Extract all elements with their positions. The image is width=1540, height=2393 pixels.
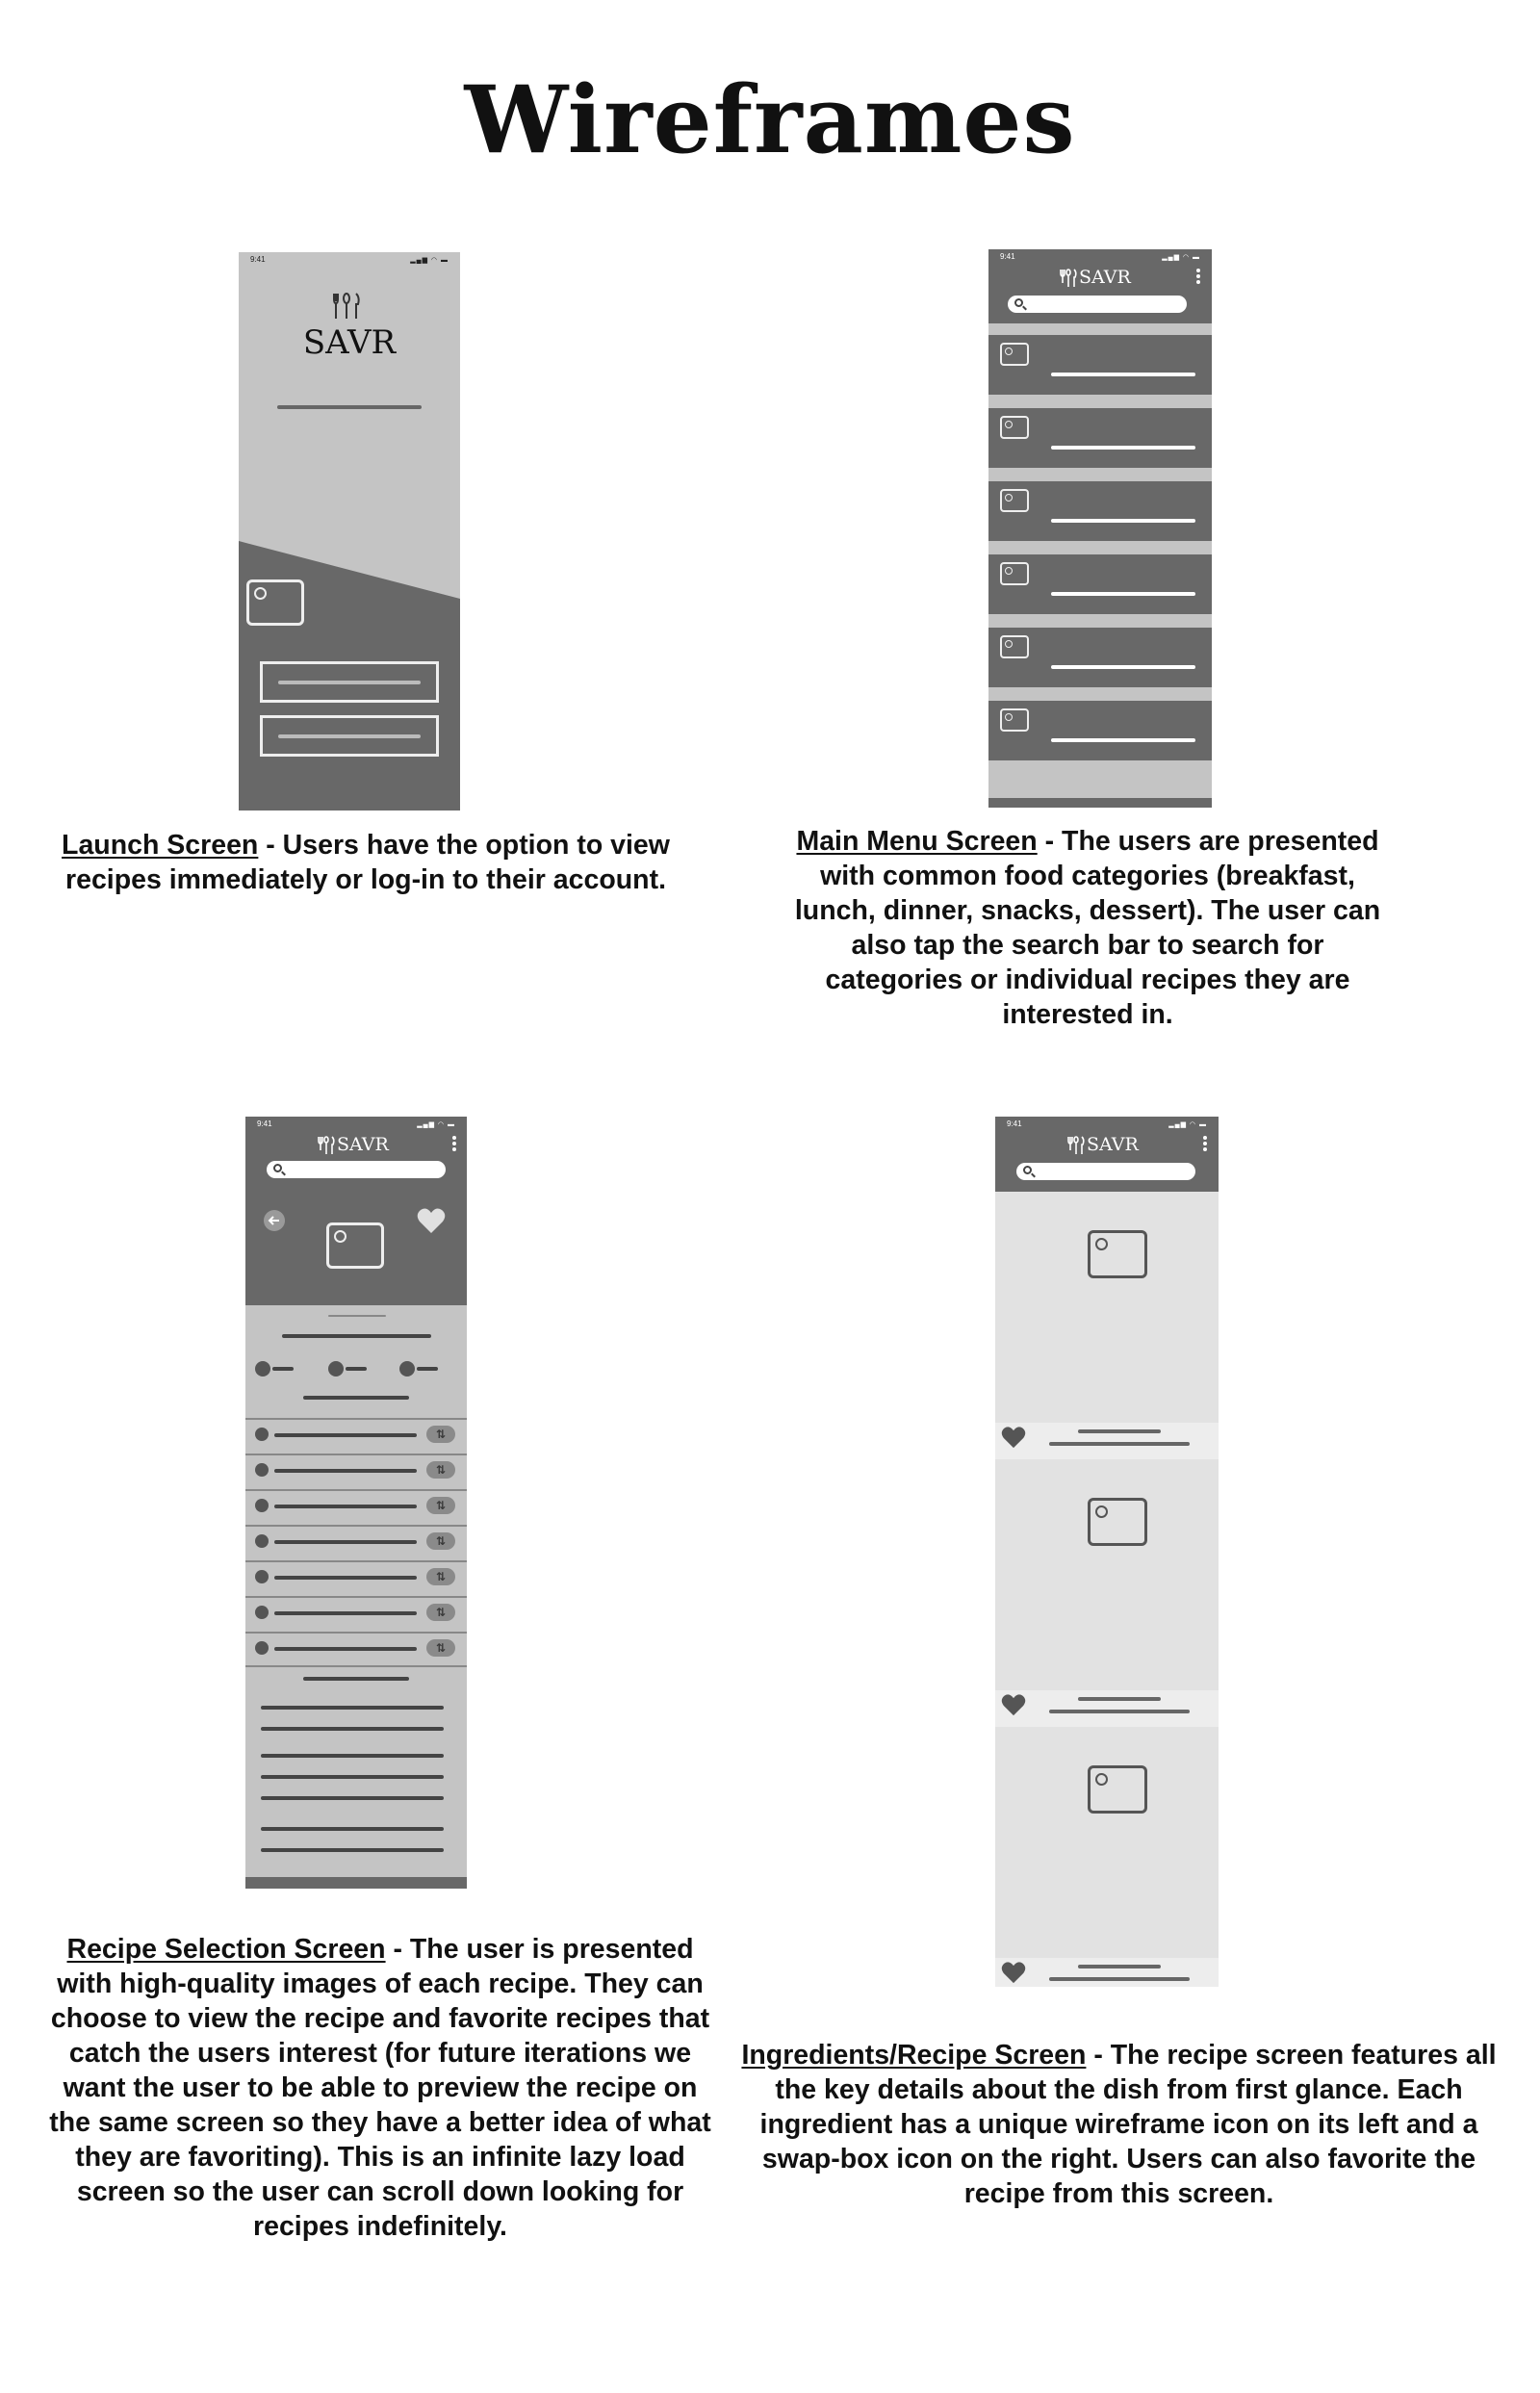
ingredients-caption [741, 2038, 1497, 2211]
recipe-title-line [1078, 1429, 1161, 1433]
caption-body: - The users are presented with common food categories (breakfast, lunch, dinner, snacks, dessert). The user can also tap the search bar to search for categories or individual recipes they are interested in. [794, 826, 1381, 1030]
detail-dot [399, 1361, 415, 1377]
category-item[interactable] [988, 628, 1212, 687]
ingredient-row[interactable] [245, 1560, 467, 1596]
ingredient-line [274, 1433, 417, 1437]
detail-dot [255, 1361, 270, 1377]
ingredient-icon [255, 1428, 269, 1441]
utensils-icon [1067, 1136, 1085, 1155]
image-placeholder-icon [1000, 708, 1029, 732]
app-logo: SAVR [1079, 267, 1131, 288]
heart-icon[interactable] [1001, 1961, 1026, 1984]
ingredient-icon [255, 1534, 269, 1548]
utensils-icon [318, 1136, 335, 1155]
status-time: 9:41 [1007, 1119, 1022, 1128]
category-label-line [1051, 665, 1195, 669]
ingredient-icon [255, 1641, 269, 1655]
search-input[interactable] [267, 1161, 446, 1178]
image-placeholder-icon [1000, 343, 1029, 366]
ingredient-line [274, 1505, 417, 1508]
status-icons: ▂▄▆ ◠ ▬ [410, 257, 449, 264]
bottom-bar [245, 1877, 467, 1889]
swap-icon[interactable]: ⇅ [426, 1497, 455, 1514]
swap-icon[interactable]: ⇅ [426, 1532, 455, 1550]
view-recipes-button[interactable] [260, 661, 439, 703]
ingredient-icon [255, 1570, 269, 1583]
main-menu-caption [789, 824, 1386, 1032]
utensils-icon [332, 293, 361, 320]
status-bar [245, 1117, 467, 1132]
status-icons: ▂▄▆ ◠ ▬ [417, 1121, 455, 1128]
page-title: Wireframes [464, 65, 1076, 174]
heart-icon[interactable] [1001, 1693, 1026, 1716]
directions-line [261, 1848, 444, 1852]
ingredient-line [274, 1611, 417, 1615]
swap-icon[interactable]: ⇅ [426, 1639, 455, 1657]
status-bar [988, 249, 1212, 265]
ingredient-line [274, 1469, 417, 1473]
category-label-line [1051, 592, 1195, 596]
category-item[interactable] [988, 554, 1212, 614]
directions-line [261, 1754, 444, 1758]
detail-line [272, 1367, 294, 1371]
kebab-menu-icon[interactable] [452, 1136, 457, 1153]
caption-body: - Users have the option to view recipes immediately or log-in to their account. [65, 830, 670, 895]
launch-screen-wireframe [239, 252, 460, 811]
kebab-menu-icon[interactable] [1203, 1136, 1208, 1153]
status-icons: ▂▄▆ ◠ ▬ [1168, 1121, 1207, 1128]
image-placeholder-icon [1000, 489, 1029, 512]
recipe-selection-screen-wireframe [995, 1117, 1219, 1987]
ingredient-icon [255, 1606, 269, 1619]
detail-line [346, 1367, 367, 1371]
status-time: 9:41 [257, 1119, 272, 1128]
heart-icon[interactable] [417, 1207, 446, 1234]
recipe-card[interactable] [995, 1727, 1219, 1958]
detail-line [417, 1367, 438, 1371]
launch-caption [38, 828, 693, 897]
category-label-line [1051, 519, 1195, 523]
ingredient-line [274, 1540, 417, 1544]
recipe-card[interactable] [995, 1459, 1219, 1690]
recipe-title-line [1078, 1697, 1161, 1701]
search-input[interactable] [1008, 296, 1187, 313]
detail-dot [328, 1361, 344, 1377]
status-icons: ▂▄▆ ◠ ▬ [1162, 254, 1200, 261]
main-menu-screen-wireframe [988, 249, 1212, 808]
recipe-card[interactable] [995, 1192, 1219, 1423]
directions-line [261, 1827, 444, 1831]
button-label-line [278, 734, 421, 738]
search-input[interactable] [1016, 1163, 1195, 1180]
app-logo: SAVR [337, 1134, 389, 1155]
image-placeholder-icon [1088, 1765, 1147, 1814]
status-bar [995, 1117, 1219, 1132]
heart-icon[interactable] [1001, 1426, 1026, 1449]
ingredient-row[interactable] [245, 1489, 467, 1525]
image-placeholder-icon [326, 1222, 384, 1269]
status-bar [239, 252, 460, 268]
ingredient-row[interactable] [245, 1454, 467, 1489]
category-item[interactable] [988, 408, 1212, 468]
recipe-title-line [282, 1334, 431, 1338]
ingredient-row[interactable] [245, 1418, 467, 1454]
status-time: 9:41 [1000, 252, 1015, 261]
category-label-line [1051, 738, 1195, 742]
caption-title: Launch Screen [62, 830, 259, 861]
search-icon [273, 1164, 282, 1172]
category-label-line [1051, 446, 1195, 450]
back-arrow-icon[interactable] [263, 1209, 286, 1232]
caption-body: - The recipe screen features all the key details about the dish from first glance. Each ingredient has a unique wireframe icon on its left and a swap-box icon on the right. Users can also favorite the recipe from this screen. [759, 2040, 1497, 2209]
divider-line [328, 1315, 386, 1317]
search-icon [1014, 298, 1023, 307]
ingredient-line [274, 1647, 417, 1651]
ingredient-line [274, 1576, 417, 1580]
category-item[interactable] [988, 335, 1212, 395]
recipe-subtitle-line [1049, 1442, 1190, 1446]
directions-line [261, 1727, 444, 1731]
directions-line [261, 1796, 444, 1800]
utensils-icon [1060, 269, 1077, 288]
directions-line [261, 1775, 444, 1779]
ingredient-icon [255, 1499, 269, 1512]
image-placeholder-icon [1088, 1498, 1147, 1546]
search-icon [1023, 1166, 1032, 1174]
swap-icon[interactable]: ⇅ [426, 1461, 455, 1479]
category-label-line [1051, 373, 1195, 376]
app-logo: SAVR [302, 323, 397, 362]
image-placeholder-icon [1000, 562, 1029, 585]
swap-icon[interactable]: ⇅ [426, 1604, 455, 1621]
caption-title: Ingredients/Recipe Screen [741, 2040, 1087, 2071]
recipe-subtitle-line [1049, 1710, 1190, 1713]
ingredient-icon [255, 1463, 269, 1477]
recipe-title-line [1078, 1965, 1161, 1968]
login-button[interactable] [260, 715, 439, 757]
caption-title: Recipe Selection Screen [66, 1934, 386, 1965]
status-time: 9:41 [250, 255, 266, 264]
image-placeholder-icon [246, 579, 304, 626]
image-placeholder-icon [1000, 635, 1029, 658]
caption-body: - The user is presented with high-quality images of each recipe. They can choose to view the recipe and favorite recipes that catch the users interest (for future iterations we want the user to be able to preview the recipe on the same screen so they have a better idea of what they are favoriting). This is an infinite lazy load screen so the user can scroll down looking for recipes indefinitely. [49, 1934, 711, 2242]
ingredient-row[interactable] [245, 1632, 467, 1667]
category-item[interactable] [988, 481, 1212, 541]
ingredient-row[interactable] [245, 1525, 467, 1560]
bottom-bar [988, 798, 1212, 808]
recipe-selection-caption [48, 1932, 712, 2244]
swap-icon[interactable]: ⇅ [426, 1426, 455, 1443]
tagline-line [277, 405, 422, 409]
subtitle-line [303, 1396, 409, 1400]
directions-title-line [303, 1677, 409, 1681]
ingredient-row[interactable] [245, 1596, 467, 1632]
caption-title: Main Menu Screen [796, 826, 1038, 857]
ingredients-screen-wireframe [245, 1117, 467, 1889]
directions-line [261, 1706, 444, 1710]
category-item[interactable] [988, 701, 1212, 760]
recipe-subtitle-line [1049, 1977, 1190, 1981]
image-placeholder-icon [1000, 416, 1029, 439]
button-label-line [278, 681, 421, 684]
app-logo: SAVR [1087, 1134, 1139, 1155]
kebab-menu-icon[interactable] [1196, 269, 1201, 286]
swap-icon[interactable]: ⇅ [426, 1568, 455, 1585]
image-placeholder-icon [1088, 1230, 1147, 1278]
